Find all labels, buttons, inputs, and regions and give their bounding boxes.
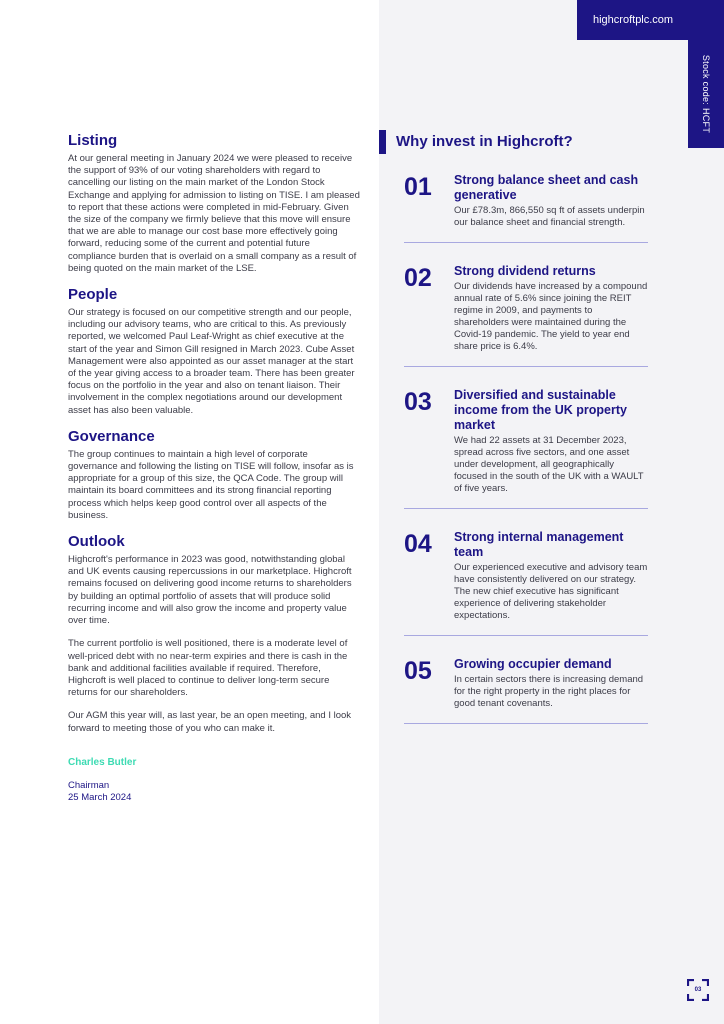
section-paragraph: Highcroft's performance in 2023 was good, notwithstanding global and UK events causing repercussions in our marketplace. Highcroft remains focused on delivering good income returns to shareholders by building an optimal portfolio of assets that will produce solid recurring income and will also grow the income and property value over time. bbox=[68, 554, 352, 627]
section-paragraph: At our general meeting in January 2024 we were pleased to receive the support of 93% of our voting shareholders with regard to cancelling our listing on the main market of the London Stock Exchange and applying for admission to listing on TISE. I am pleased to report that these actions were completed in mid-February. Given the size of the company we firmly believe that this move will ensure that we are able to manage our cost base more effectively going forward, reducing some of the current and potential future compliance burden that is overlaid on a small company as a result of being quoted on the main market of the LSE. bbox=[68, 153, 360, 274]
section-heading: People bbox=[68, 286, 118, 304]
reason-title: Growing occupier demand bbox=[454, 657, 612, 671]
reason-item bbox=[404, 388, 648, 495]
reason-item bbox=[404, 264, 648, 353]
reason-title: Strong dividend returns bbox=[454, 264, 596, 278]
section-paragraph: The group continues to maintain a high level of corporate governance and following the listing on TISE will follow, insofar as is appropriate for a group of this size, the QCA Code. The group will maintain its board committees and its strong financial reporting process which helps keep good control over all aspects of the business. bbox=[68, 448, 354, 521]
signoff bbox=[68, 757, 360, 804]
divider bbox=[404, 242, 648, 243]
stock-code-tab bbox=[688, 40, 724, 148]
reason-item bbox=[404, 173, 648, 229]
stock-code-label: Stock code: HCFT bbox=[701, 54, 712, 134]
divider bbox=[404, 366, 648, 367]
section-paragraph: The current portfolio is well positioned, there is a moderate level of well-priced debt with no near-term expiries and there is cash in the bank and additional facilities available if required. Therefore, Highcroft is well placed to continue to deliver long-term secure returns for our shareholders. bbox=[68, 638, 348, 699]
reason-item bbox=[404, 657, 648, 710]
reason-title: Strong balance sheet and cash generative bbox=[454, 173, 639, 202]
section-outlook bbox=[68, 533, 360, 735]
reason-text: Our experienced executive and advisory team have consistently delivered on our strategy. The new chief executive has significant experience of delivering stakeholder expectations. bbox=[454, 562, 648, 621]
reason-number: 01 bbox=[404, 173, 432, 201]
section-people bbox=[68, 286, 360, 417]
accent-bar bbox=[379, 130, 386, 154]
section-heading: Governance bbox=[68, 427, 155, 445]
section-listing bbox=[68, 132, 360, 275]
reason-item bbox=[404, 530, 648, 622]
page-number: 03 bbox=[694, 987, 702, 993]
section-governance bbox=[68, 428, 360, 522]
page-number-badge bbox=[687, 979, 709, 1001]
website-link[interactable]: highcroftplc.com bbox=[577, 0, 724, 40]
chairman-statement-column bbox=[68, 132, 360, 804]
section-paragraph: Our strategy is focused on our competitive strength and our people, including our advisory teams, who are critical to this. As previously reported, we welcomed Paul Leaf-Wright as chief executive at the start of the year and Simon Gill resigned in March 2023. Cube Asset Management were also appointed as our asset manager at the start of the year giving access to a broader team. There has been greater focus on the portfolio in the year and also on tenant liaison. Their involvement in the complex negotiations around our development asset has also been valuable. bbox=[68, 307, 355, 416]
reason-title: Strong internal management team bbox=[454, 530, 624, 559]
reason-number: 04 bbox=[404, 530, 432, 558]
divider bbox=[404, 635, 648, 636]
reason-text: Our dividends have increased by a compound annual rate of 5.6% since joining the REIT regime in 2009, and payments to shareholders were maintained during the Covid-19 pandemic. The yield to year end share price is 6.4%. bbox=[454, 281, 648, 352]
why-invest-title: Why invest in Highcroft? bbox=[396, 133, 573, 150]
signoff-date: 25 March 2024 bbox=[68, 791, 132, 803]
section-paragraph: Our AGM this year will, as last year, be an open meeting, and I look forward to meeting those of you who can make it. bbox=[68, 710, 352, 734]
reason-text: Our £78.3m, 866,550 sq ft of assets underpin our balance sheet and financial strength. bbox=[454, 205, 645, 228]
divider bbox=[404, 723, 648, 724]
section-heading: Outlook bbox=[68, 533, 125, 551]
reason-number: 02 bbox=[404, 264, 432, 292]
section-heading: Listing bbox=[68, 132, 118, 149]
signatory-role: Chairman bbox=[68, 779, 110, 791]
reason-number: 03 bbox=[404, 388, 432, 416]
reason-number: 05 bbox=[404, 657, 432, 685]
signatory-name: Charles Butler bbox=[68, 756, 137, 768]
reason-text: We had 22 assets at 31 December 2023, spread across five sectors, and one asset under development, all geographically focused in the south of the UK with a WAULT of five years. bbox=[454, 435, 644, 494]
divider bbox=[404, 508, 648, 509]
why-invest-list bbox=[404, 173, 648, 745]
reason-text: In certain sectors there is increasing demand for the right property in the right places for good tenant covenants. bbox=[454, 674, 644, 709]
reason-title: Diversified and sustainable income from the UK property market bbox=[454, 388, 627, 432]
